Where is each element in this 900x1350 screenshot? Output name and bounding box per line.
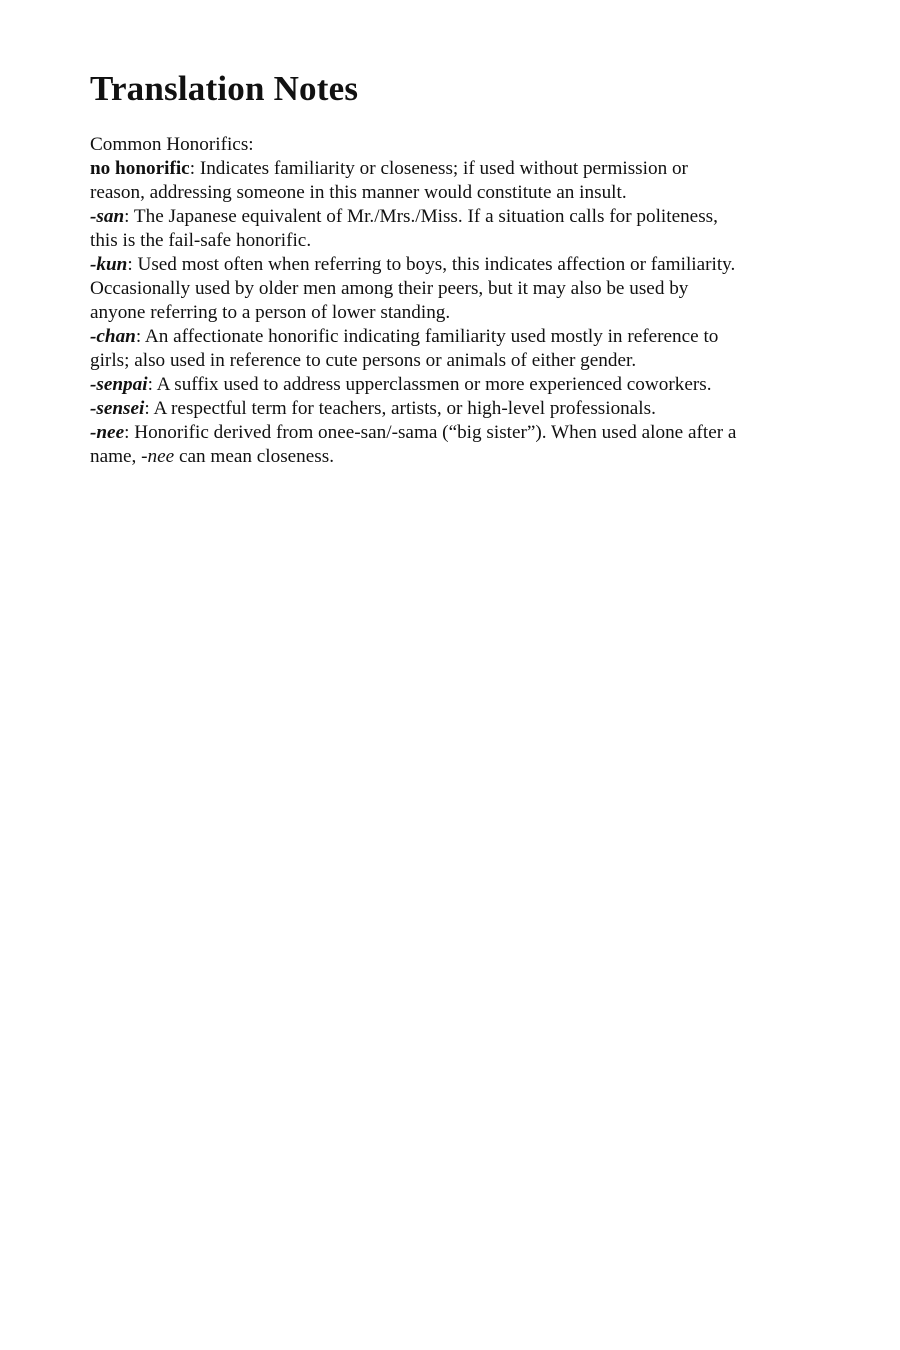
entry-kun (90, 253, 740, 325)
entry-nee (90, 421, 740, 469)
page-title: Translation Notes (90, 69, 359, 108)
entry-definition: Honorific derived from onee-san/-sama (“big sister”). When used alone after a name, (90, 422, 737, 467)
entry-senpai (90, 373, 740, 397)
entry-term: -nee (90, 422, 125, 443)
entry-no-honorific (90, 157, 740, 205)
entry-definition: An affectionate honorific indicating familiarity used mostly in reference to girls; also used in reference to cute persons or animals of either gender. (90, 326, 719, 371)
entry-definition-italic: -nee (141, 446, 175, 467)
entry-definition: A respectful term for teachers, artists, or high-level professionals. (153, 398, 656, 419)
entry-term: -sensei (90, 398, 145, 419)
entry-term: no honorific (90, 158, 190, 179)
entry-san (90, 205, 740, 253)
entry-separator: : (127, 254, 138, 275)
entry-separator: : (124, 206, 134, 227)
entry-definition: A suffix used to address upperclassmen or more experienced coworkers. (156, 374, 712, 395)
honorifics-list (90, 133, 740, 469)
entry-chan (90, 325, 740, 373)
entry-term: -san (90, 206, 125, 227)
entry-separator: : (135, 326, 145, 347)
entry-definition: The Japanese equivalent of Mr./Mrs./Miss. If a situation calls for politeness, this is the fail-safe honorific. (90, 206, 718, 251)
entry-separator: : (189, 158, 200, 179)
entry-separator: : (147, 374, 157, 395)
entry-definition: Used most often when referring to boys, this indicates affection or familiarity. Occasionally used by older men among their peers, but it may also be used by anyone referring to a person of lower standing. (90, 254, 736, 323)
entry-sensei (90, 397, 740, 421)
entry-term: -kun (90, 254, 128, 275)
entry-definition: Indicates familiarity or closeness; if used without permission or reason, addressing someone in this manner would constitute an insult. (90, 158, 688, 203)
entry-definition-end: can mean closeness. (174, 446, 335, 467)
entry-separator: : (124, 422, 135, 443)
section-intro: Common Honorifics: (90, 134, 254, 155)
entry-separator: : (144, 398, 154, 419)
entry-term: -chan (90, 326, 136, 347)
translation-notes-page (90, 66, 740, 469)
entry-term: -senpai (90, 374, 148, 395)
